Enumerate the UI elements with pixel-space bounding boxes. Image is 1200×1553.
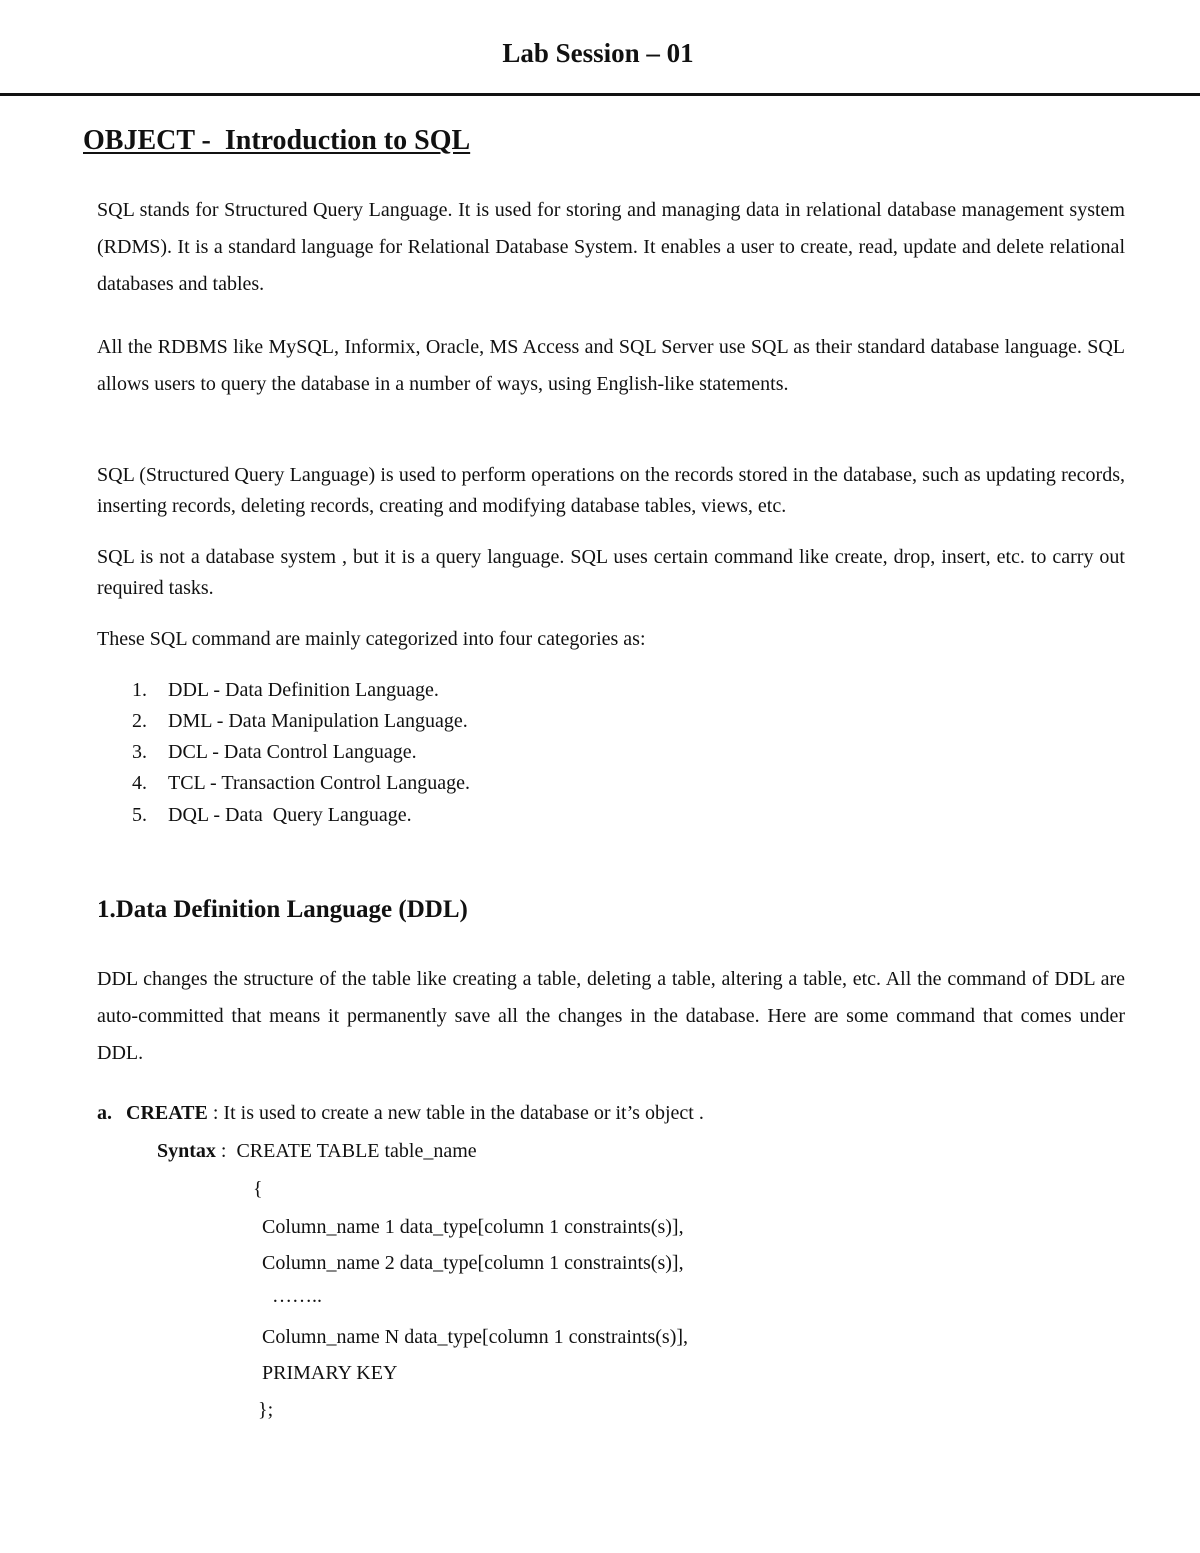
list-item-number: 4. xyxy=(132,772,147,794)
code-line: }; xyxy=(258,1399,274,1421)
code-line: Column_name 2 data_type[column 1 constraints(s)], xyxy=(262,1252,684,1274)
list-item-label: DDL - Data Definition Language. xyxy=(168,679,439,701)
intro-paragraph: These SQL command are mainly categorized into four categories as: xyxy=(97,628,646,650)
code-line: { xyxy=(253,1178,263,1200)
list-item xyxy=(132,675,439,706)
intro-paragraph: All the RDBMS like MySQL, Informix, Oracle, MS Access and SQL Server use SQL as their standard database language. SQL allows users to query the database in a number of ways, using English-like statements. xyxy=(97,336,1125,395)
header-divider xyxy=(0,93,1200,96)
create-description: : It is used to create a new table in the database or it’s object . xyxy=(207,1102,704,1124)
intro-paragraph: SQL stands for Structured Query Language. It is used for storing and managing data in relational database management system (RDMS). It is a standard language for Relational Database System. It enables a user to create, read, update and delete relational databases and tables. xyxy=(97,199,1125,295)
list-item xyxy=(132,768,470,799)
ddl-description: DDL changes the structure of the table like creating a table, deleting a table, altering a table, etc. All the command of DDL are auto-committed that means it permanently save all the changes in the database. Here are some command that comes under DDL. xyxy=(97,968,1125,1064)
create-command-line xyxy=(97,1102,704,1125)
syntax-label: Syntax xyxy=(157,1140,216,1162)
intro-paragraph: SQL is not a database system , but it is a query language. SQL uses certain command like create, drop, insert, etc. to carry out required tasks. xyxy=(97,546,1125,599)
create-marker: a. xyxy=(97,1102,112,1124)
object-heading: OBJECT - Introduction to SQL xyxy=(83,125,471,156)
syntax-separator: : xyxy=(215,1140,237,1162)
create-keyword: CREATE xyxy=(126,1102,208,1124)
code-line: Column_name N data_type[column 1 constraints(s)], xyxy=(262,1326,689,1348)
code-line: PRIMARY KEY xyxy=(262,1362,398,1384)
code-line: …….. xyxy=(272,1285,322,1307)
list-item-label: DML - Data Manipulation Language. xyxy=(168,710,468,732)
code-line: Column_name 1 data_type[column 1 constraints(s)], xyxy=(262,1216,684,1238)
syntax-line xyxy=(157,1140,477,1163)
list-item-label: DCL - Data Control Language. xyxy=(168,741,417,763)
list-item xyxy=(132,800,412,831)
page-title: Lab Session – 01 xyxy=(502,38,694,68)
list-item-number: 5. xyxy=(132,804,147,826)
intro-paragraph: SQL (Structured Query Language) is used to perform operations on the records stored in the database, such as updating records, inserting records, deleting records, creating and modifying database tables, views, etc. xyxy=(97,464,1125,517)
list-item-label: DQL - Data Query Language. xyxy=(168,804,412,826)
list-item-label: TCL - Transaction Control Language. xyxy=(168,772,470,794)
list-item xyxy=(132,737,417,768)
syntax-first-line: CREATE TABLE table_name xyxy=(236,1140,477,1162)
list-item-number: 2. xyxy=(132,710,147,732)
list-item xyxy=(132,706,468,737)
list-item-number: 1. xyxy=(132,679,147,701)
list-item-number: 3. xyxy=(132,741,147,763)
ddl-section-heading: 1.Data Definition Language (DDL) xyxy=(97,896,468,923)
